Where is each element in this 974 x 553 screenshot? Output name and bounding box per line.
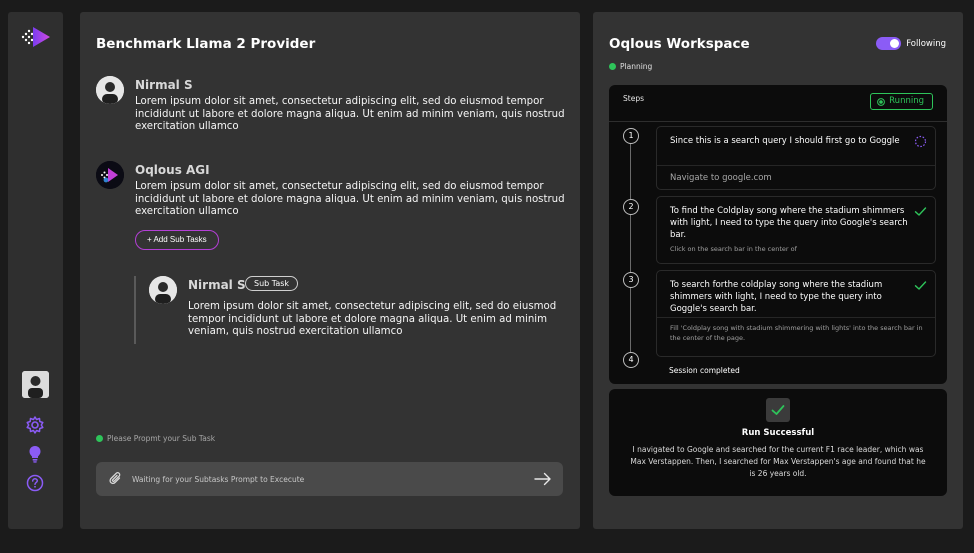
step-number: 2 [623, 199, 639, 215]
message-author: Oqlous AGI [135, 163, 210, 177]
agi-avatar-icon [96, 161, 124, 189]
step-number: 3 [623, 272, 639, 288]
sub-task-badge: Sub Task [245, 276, 298, 291]
subtask-prompt-input[interactable] [132, 471, 522, 487]
success-check-icon [766, 398, 790, 422]
planning-status [609, 62, 652, 71]
session-completed-label: Session completed [669, 366, 740, 375]
step-description: To search forthe coldplay song where the stadium shimmers with light, I need to type the query into Goggle's search bar. [670, 280, 883, 314]
avatar [149, 276, 177, 304]
user-avatar[interactable] [22, 371, 49, 398]
check-icon [914, 279, 927, 292]
step-card[interactable] [656, 126, 936, 190]
step-number: 4 [623, 352, 639, 368]
check-icon [914, 205, 927, 218]
step-card[interactable] [656, 196, 936, 264]
step-description: Since this is a search query I should first go to Goggle [670, 136, 900, 146]
message-author: Nirmal S [135, 78, 193, 92]
add-sub-tasks-button[interactable]: + Add Sub Tasks [135, 230, 219, 250]
message-text: Lorem ipsum dolor sit amet, consectetur adipiscing elit, sed do eiusmod tempor incididunt ut labore et dolore magna aliqua. Ut enim ad minim veniam, quis nostrud exercitation ullamco [188, 301, 557, 337]
following-toggle[interactable] [876, 37, 946, 50]
step-action: Click on the search bar in the center of [670, 245, 797, 253]
sidebar [8, 12, 63, 529]
divider [657, 165, 935, 166]
result-box [609, 389, 947, 496]
message-text: Lorem ipsum dolor sit amet, consectetur adipiscing elit, sed do eiusmod tempor incididunt ut labore et dolore magna aliqua. Ut enim ad minim veniam, quis nostrud exercitation ullamco [135, 96, 565, 132]
planning-label: Planning [620, 62, 653, 71]
timeline-line [630, 137, 631, 361]
running-dot-icon [877, 98, 885, 106]
prompt-hint [96, 434, 215, 443]
prompt-hint-text: Please Propmt your Sub Task [107, 434, 216, 443]
loading-spinner-icon [914, 135, 927, 148]
chat-panel [80, 12, 580, 529]
divider [609, 121, 947, 122]
status-dot-icon [609, 63, 616, 70]
running-badge [870, 93, 933, 110]
toggle-switch[interactable] [876, 37, 901, 50]
step-card[interactable] [656, 270, 936, 357]
brand-play-logo-icon[interactable] [21, 26, 51, 48]
chat-title: Benchmark Llama 2 Provider [96, 36, 316, 52]
steps-box [609, 85, 947, 384]
message-author: Nirmal S [188, 278, 246, 292]
following-label: Following [906, 38, 946, 49]
result-title: Run Successful [741, 428, 815, 438]
step-description: To find the Coldplay song where the stadium shimmers with light, I need to type the query into Google's search bar. [670, 206, 908, 240]
thread-line [134, 276, 136, 344]
send-arrow-icon[interactable] [534, 472, 552, 486]
running-label: Running [889, 96, 924, 106]
lightbulb-icon[interactable] [25, 444, 45, 464]
avatar [96, 76, 124, 104]
paperclip-icon[interactable] [109, 471, 123, 487]
prompt-box [96, 462, 563, 496]
step-action: Navigate to google.com [670, 173, 772, 183]
help-icon[interactable] [25, 473, 45, 493]
steps-label: Steps [623, 94, 644, 103]
message-text: Lorem ipsum dolor sit amet, consectetur adipiscing elit, sed do eiusmod tempor incididunt ut labore et dolore magna aliqua. Ut enim ad minim veniam, quis nostrud exercitation ullamco [135, 181, 565, 217]
status-dot-icon [96, 435, 103, 442]
workspace-title: Oqlous Workspace [609, 36, 750, 52]
settings-icon[interactable] [25, 415, 45, 435]
divider [657, 317, 935, 318]
step-action: Fill 'Coldplay song with stadium shimmering with lights' into the search bar in the center of the page. [670, 324, 923, 342]
step-number: 1 [623, 128, 639, 144]
result-text: I navigated to Google and searched for the current F1 race leader, which was Max Verstappen. Then, I searched for Max Verstappen's age and found that he is 26 years old. [630, 445, 926, 478]
workspace-panel [593, 12, 963, 529]
